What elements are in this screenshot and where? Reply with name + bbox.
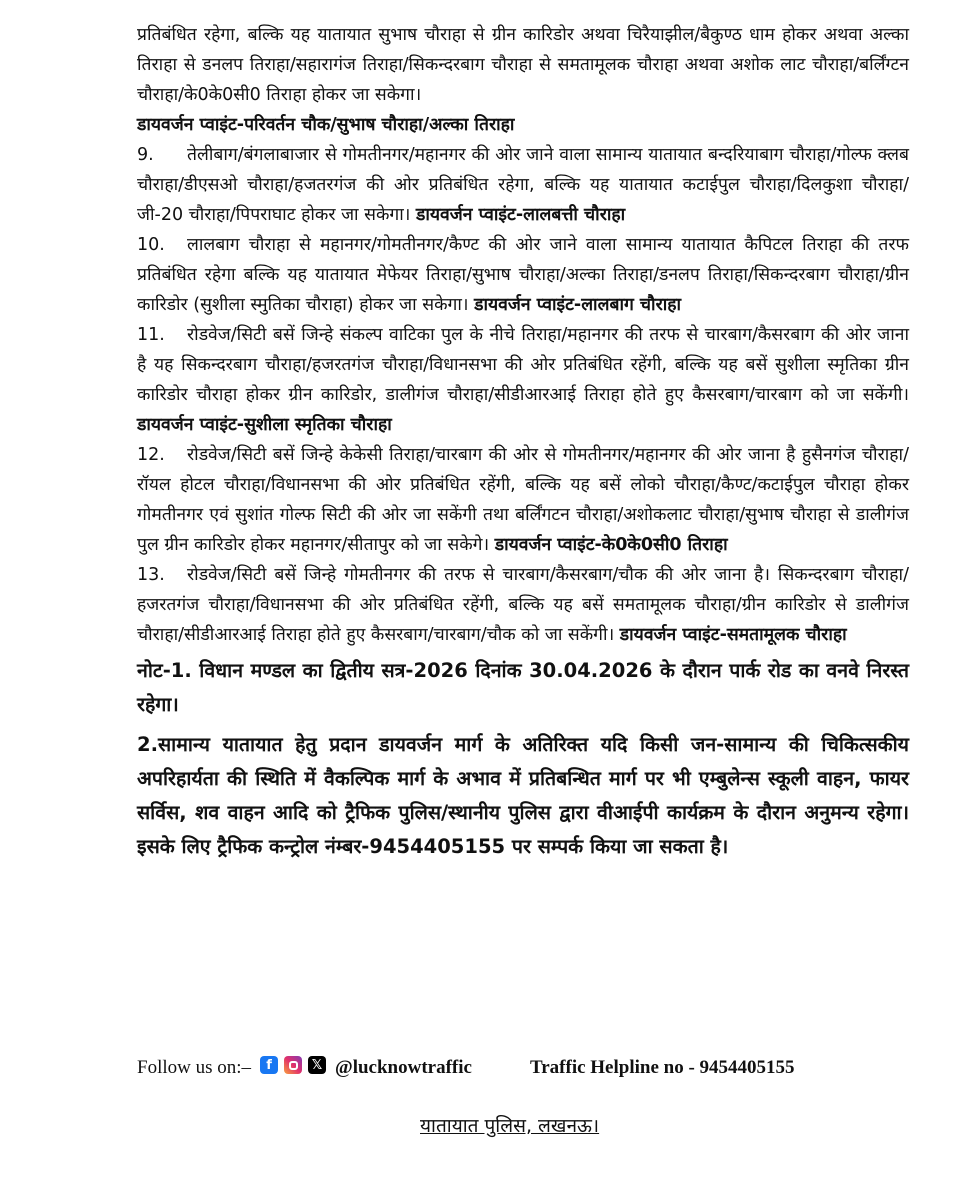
item-number: 10.: [137, 235, 165, 255]
item-text: रोडवेज/सिटी बसें जिन्हे संकल्प वाटिका पुल के नीचे तिराहा/महानगर की तरफ से चारबाग/कैसरबाग की ओर जाना है यह सिकन्दरबाग चौराहा/हजरतगंज चौराहा/विधानसभा की ओर प्रतिबंधित रहेंगी, बल्कि यह बसें सुशीला स्मृतिका ग्रीन कारिडोर चौराहा होकर ग्रीन कारिडोर, डालीगंज चौराहा/सीडीआरआई तिराहा होते हुए कैसरबाग/चारबाग को जा सकेंगी।: [137, 325, 909, 405]
item-number: 11.: [137, 325, 165, 345]
instagram-icon[interactable]: [284, 1056, 302, 1074]
social-handle[interactable]: @lucknowtraffic: [335, 1057, 472, 1078]
note-1: नोट-1. विधान मण्डल का द्वितीय सत्र-2026 दिनांक 30.04.2026 के दौरान पार्क रोड का वनवे निरस्त रहेगा।: [137, 659, 909, 716]
item-11: [137, 320, 909, 440]
footer: [137, 1056, 897, 1080]
item-10: [137, 230, 909, 320]
follow-label: Follow us on:–: [137, 1057, 252, 1078]
item-number: 12.: [137, 445, 165, 465]
item-number: 13.: [137, 565, 165, 585]
item-text: रोडवेज/सिटी बसें जिन्हे गोमतीनगर की तरफ से चारबाग/कैसरबाग/चौक की ओर जाना है। सिकन्दरबाग चौराहा/हजरतगंज चौराहा/विधानसभा की ओर प्रतिबंधित रहेंगी, बल्कि यह बसें समतामूलक चौराहा/ग्रीन कारिडोर से डालीगंज चौराहा/सीडीआरआई तिराहा होते हुए कैसरबाग/चारबाग/चौक को जा सकेंगी।: [137, 565, 909, 645]
item-12: [137, 440, 909, 560]
intro-diversion: डायवर्जन प्वाइंट-परिवर्तन चौक/सुभाष चौराहा/अल्का तिराहा: [137, 115, 515, 135]
item-text: रोडवेज/सिटी बसें जिन्हे केकेसी तिराहा/चारबाग की ओर से गोमतीनगर/महानगर की ओर जाना है हुसैनगंज चौराहा/रॉयल होटल चौराहा/विधानसभा की ओर प्रतिबंधित रहेंगी, बल्कि यह बसें लोको चौराहा/कैण्ट/कटाईपुल चौराहा होकर गोमतीनगर एवं सुशांत गोल्फ सिटी की ओर जा सकेंगी तथा बर्लिंगटन चौराहा/अशोकलाट चौराहा/सुभाष चौराहा से डालीगंज पुल ग्रीन कारिडोर होकर महानगर/सीतापुर को जा सकेगे।: [137, 445, 909, 555]
item-diversion: डायवर्जन प्वाइंट-के0के0सी0 तिराहा: [494, 535, 728, 555]
facebook-icon[interactable]: f: [260, 1056, 278, 1074]
item-diversion: डायवर्जन प्वाइंट-लालबत्ती चौराहा: [416, 205, 626, 225]
item-13: [137, 560, 909, 650]
item-9: [137, 140, 909, 230]
item-diversion: डायवर्जन प्वाइंट-सुशीला स्मृतिका चौराहा: [137, 415, 392, 435]
intro-text: प्रतिबंधित रहेगा, बल्कि यह यातायात सुभाष चौराहा से ग्रीन कारिडोर अथवा चिरैयाझील/बैकुण्ठ धाम होकर अथवा अल्का तिराहा से डनलप तिराहा/सहारागंज तिराहा/सिकन्दरबाग चौराहा से समतामूलक चौराहा अथवा अशोक लाट चौराहा/बर्लिंग्टन चौराहा/के0के0सी0 तिराहा होकर जा सकेगा।: [137, 25, 909, 105]
item-diversion: डायवर्जन प्वाइंट-लालबाग चौराहा: [474, 295, 682, 315]
note-2: 2.सामान्य यातायात हेतु प्रदान डायवर्जन मार्ग के अतिरिक्त यदि किसी जन-सामान्य की चिकित्सकीय अपरिहार्यता की स्थिति में वैकल्पिक मार्ग के अभाव में प्रतिबन्धित मार्ग पर भी एम्बुलेन्स स्कूली वाहन, फायर सर्विस, शव वाहन आदि को ट्रैफिक पुलिस/स्थानीय पुलिस द्वारा वीआईपी कार्यक्रम के दौरान अनुमन्य रहेगा। इसके लिए ट्रैफिक कन्ट्रोल नंम्बर-9454405155 पर सम्पर्क किया जा सकता है।: [137, 733, 909, 858]
traffic-helpline: Traffic Helpline no - 9454405155: [529, 1057, 795, 1078]
intro-paragraph: [137, 20, 909, 110]
item-text: लालबाग चौराहा से महानगर/गोमतीनगर/कैण्ट की ओर जाने वाला सामान्य यातायात कैपिटल तिराहा की तरफ प्रतिबंधित रहेगा बल्कि यह यातायात मेफेयर तिराहा/सुभाष चौराहा/अल्का तिराहा/डनलप तिराहा/सिकन्दरबाग चौराहा/ग्रीन कारिडोर (सुशीला स्मुतिका चौराहा) होकर जा सकेगा।: [137, 235, 909, 315]
x-icon[interactable]: 𝕏: [308, 1056, 326, 1074]
signature: यातायात पुलिस, लखनऊ।: [420, 1115, 600, 1137]
item-text: तेलीबाग/बंगलाबाजार से गोमतीनगर/महानगर की ओर जाने वाला सामान्य यातायात बन्दरियाबाग चौराहा/गोल्फ क्लब चौराहा/डीएसओ चौराहा/हजतरगंज की ओर प्रतिबंधित रहेगा, बल्कि यह यातायात कटाईपुल चौराहा/दिलकुशा चौराहा/जी-20 चौराहा/पिपराघाट होकर जा सकेगा।: [137, 145, 909, 225]
item-diversion: डायवर्जन प्वाइंट-समतामूलक चौराहा: [619, 625, 847, 645]
item-number: 9.: [137, 145, 154, 165]
